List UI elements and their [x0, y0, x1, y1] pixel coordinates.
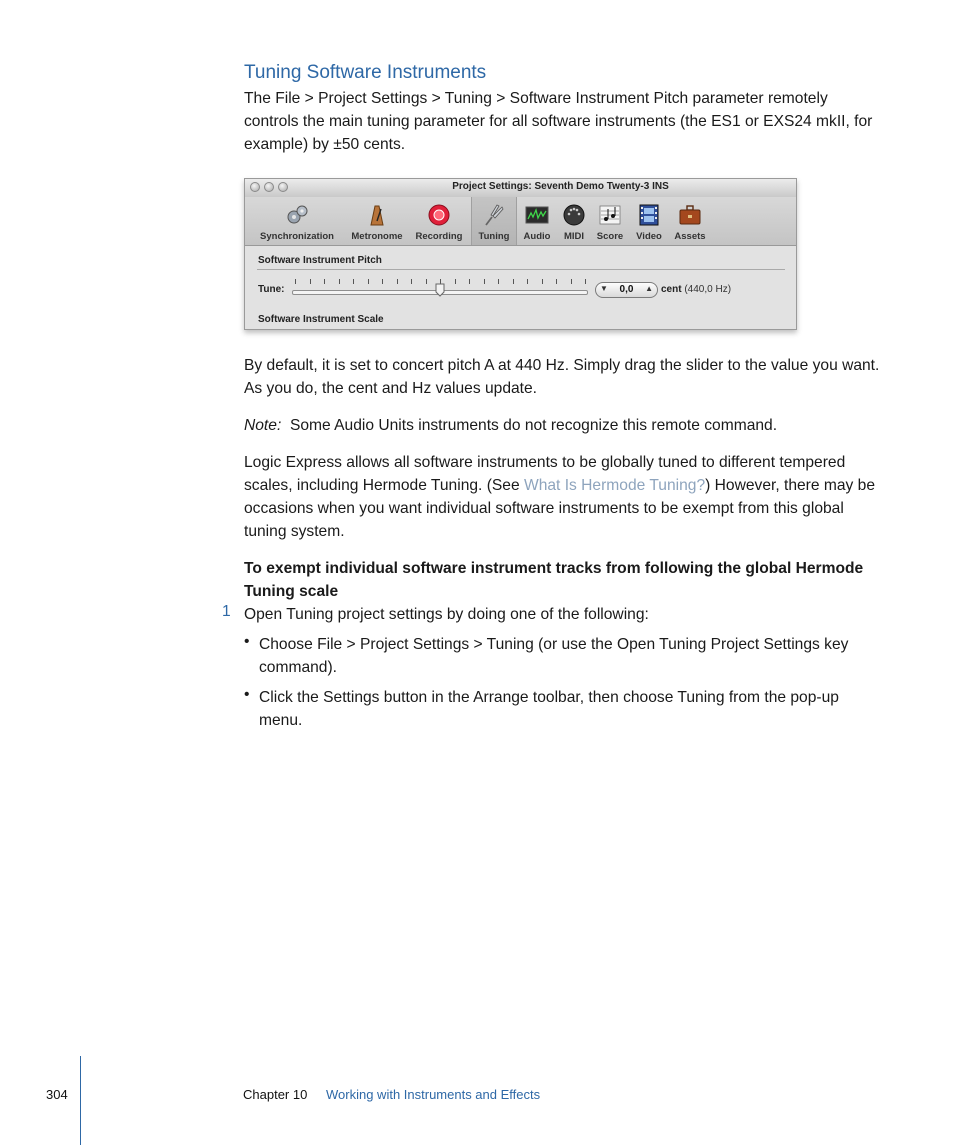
tuning-fork-icon [482, 203, 506, 227]
note-label: Note: [244, 417, 282, 434]
tab-label: Audio [523, 231, 551, 242]
tab-audio[interactable] [517, 197, 557, 245]
step-number: 1 [222, 603, 231, 620]
step-text: Open Tuning project settings by doing one of the following: [244, 606, 649, 623]
slider-tick [339, 279, 340, 284]
logic-paragraph [244, 451, 884, 543]
slider-tick [571, 279, 572, 284]
tab-score[interactable] [591, 197, 629, 245]
logic-text-end: ) However, there may be occasions when you want individual software instruments to be exempt from this global tuning system. [244, 477, 876, 540]
briefcase-icon [678, 203, 702, 227]
slider-tick [382, 279, 383, 284]
slider-tick [513, 279, 514, 284]
pitch-section-label: Software Instrument Pitch [258, 255, 382, 266]
slider-tick [368, 279, 369, 284]
window-title: Project Settings: Seventh Demo Twenty-3 INS [452, 181, 669, 192]
window-titlebar [245, 179, 796, 198]
slider-tick [484, 279, 485, 284]
slider-tick [324, 279, 325, 284]
slider-tick [310, 279, 311, 284]
settings-toolbar [245, 197, 796, 246]
score-icon [598, 203, 622, 227]
increment-arrow-icon[interactable]: ▲ [645, 284, 653, 293]
cent-label: cent [661, 284, 682, 295]
tab-synchronization[interactable] [253, 197, 341, 245]
note-paragraph [244, 414, 884, 437]
scale-section-label: Software Instrument Scale [258, 314, 384, 325]
slider-tick [469, 279, 470, 284]
slider-tick [527, 279, 528, 284]
section-divider [257, 269, 785, 270]
gears-icon [285, 203, 309, 227]
bullet-item: Choose File > Project Settings > Tuning (or use the Open Tuning Project Settings key command). [259, 636, 849, 676]
midi-port-icon [562, 203, 586, 227]
slider-tick [411, 279, 412, 284]
slider-tick [397, 279, 398, 284]
footer-chapter-title: Working with Instruments and Effects [326, 1087, 541, 1102]
slider-tick [455, 279, 456, 284]
tab-label: Metronome [351, 231, 403, 242]
slider-tick [556, 279, 557, 284]
tab-label: Video [636, 231, 662, 242]
footer-divider [80, 1056, 81, 1145]
tab-midi[interactable] [557, 197, 591, 245]
task-heading: To exempt individual software instrument tracks from following the global Hermode Tuning scale [244, 560, 864, 600]
section-heading: Tuning Software Instruments [244, 62, 487, 83]
hermode-link[interactable]: What Is Hermode Tuning? [523, 477, 706, 494]
tab-recording[interactable] [411, 197, 467, 245]
slider-tick [585, 279, 586, 284]
tune-value[interactable]: 0,0 [619, 284, 634, 295]
page-number: 304 [46, 1087, 68, 1102]
tab-label: Assets [674, 231, 706, 242]
slider-tick [542, 279, 543, 284]
tab-video[interactable] [629, 197, 669, 245]
tab-label: Tuning [478, 231, 510, 242]
bullet-item: Click the Settings button in the Arrange toolbar, then choose Tuning from the pop-up menu. [259, 689, 839, 729]
tune-label: Tune: [258, 284, 285, 295]
logic-text-start: Logic Express allows all software instruments to be globally tuned to different tempered scales, including Hermode Tuning. (See [244, 454, 846, 494]
audio-meter-icon [525, 203, 549, 227]
tab-label: MIDI [563, 231, 585, 242]
bullet-marker: • [244, 633, 250, 650]
tab-label: Score [596, 231, 624, 242]
film-icon [637, 203, 661, 227]
hz-readout: (440,0 Hz) [684, 284, 732, 295]
slider-tick [353, 279, 354, 284]
tab-tuning[interactable] [471, 197, 517, 245]
tab-assets[interactable] [669, 197, 711, 245]
settings-content [245, 246, 796, 329]
decrement-arrow-icon[interactable]: ▼ [600, 284, 608, 293]
default-paragraph: By default, it is set to concert pitch A at 440 Hz. Simply drag the slider to the value you want. As you do, the cent and Hz values update. [244, 357, 880, 397]
slider-tick [498, 279, 499, 284]
tune-value-stepper[interactable] [595, 282, 658, 298]
slider-tick [295, 279, 296, 284]
tune-slider-thumb[interactable] [435, 283, 445, 297]
tab-label: Synchronization [260, 231, 334, 242]
note-text: Some Audio Units instruments do not recognize this remote command. [289, 417, 778, 434]
bullet-marker: • [244, 686, 250, 703]
metronome-icon [365, 203, 389, 227]
tab-label: Recording [415, 231, 463, 242]
record-icon [427, 203, 451, 227]
footer-chapter: Chapter 10 [243, 1087, 308, 1102]
slider-tick [426, 279, 427, 284]
tab-metronome[interactable] [345, 197, 409, 245]
intro-paragraph: The File > Project Settings > Tuning > Software Instrument Pitch parameter remotely controls the main tuning parameter for all software instruments (the ES1 or EXS24 mkII, for example) by ±50 cents. [244, 90, 873, 153]
project-settings-window [244, 178, 797, 330]
cent-hz-readout [661, 284, 731, 295]
